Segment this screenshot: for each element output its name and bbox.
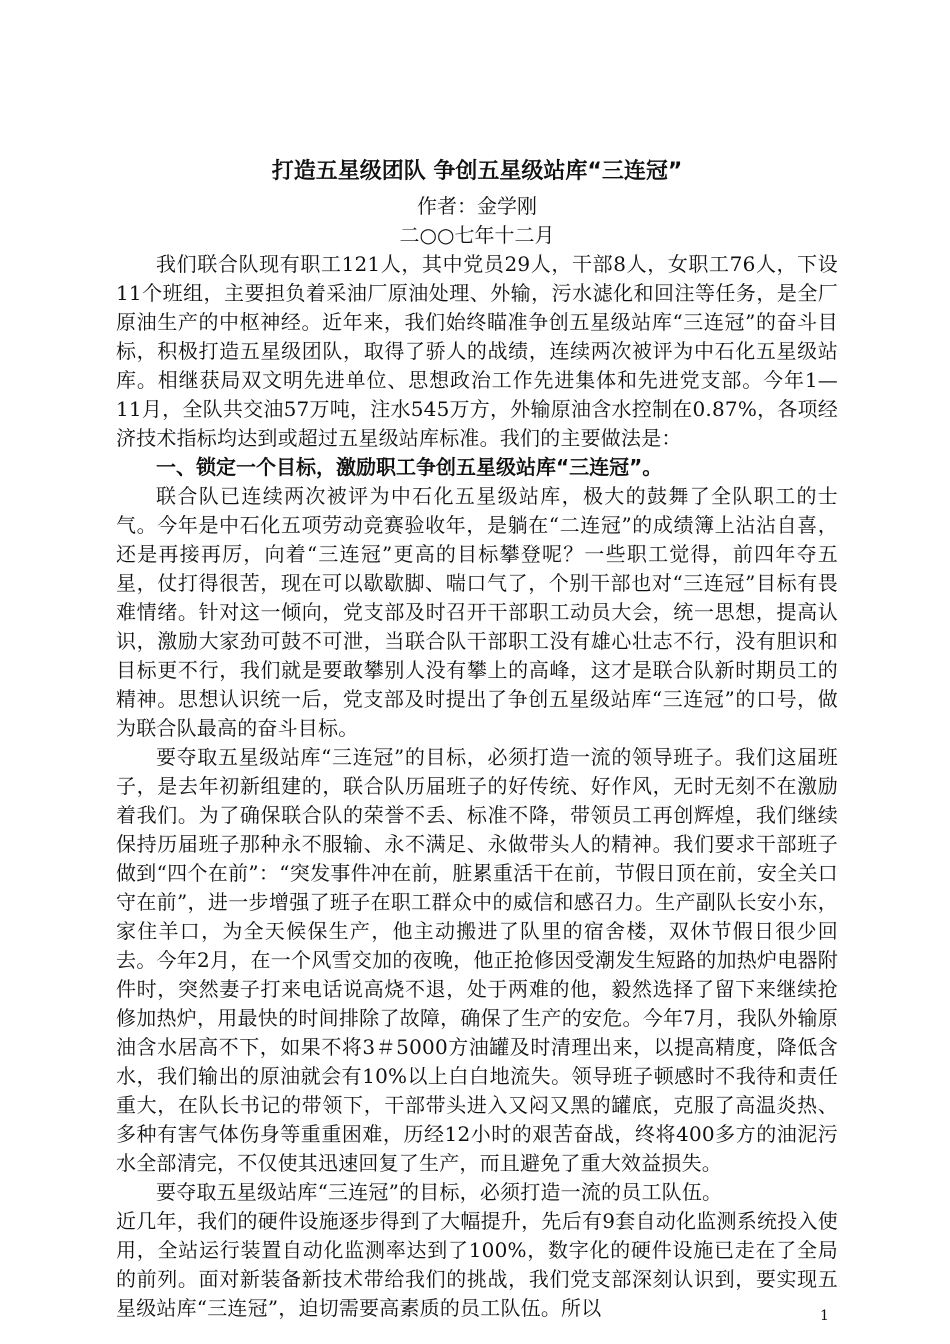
- section-heading: 一、锁定一个目标，激励职工争创五星级站库“三连冠”。: [156, 455, 663, 479]
- paragraph-goal: 联合队已连续两次被评为中石化五星级站库，极大的鼓舞了全队职工的士气。今年是中石化五项劳动竞赛验收年，是躺在“二连冠”的成绩簿上沾沾自喜，还是再接再厉，向着“三连冠”更高的目标攀登呢？一些职工觉得，前四年夺五星，仗打得很苦，现在可以歇歇脚、喘口气了，个别干部也对“三连冠”目标有畏难情绪。针对这一倾向，党支部及时召开干部职工动员大会，统一思想，提高认识，激励大家劲可鼓不可泄，当联合队干部职工没有雄心壮志不行，没有胆识和目标更不行，我们就是要敢攀别人没有攀上的高峰，这才是联合队新时期员工的精神。思想认识统一后，党支部及时提出了争创五星级站库“三连冠”的口号，做为联合队最高的奋斗目标。: [116, 484, 838, 740]
- document-author: 作者：金学刚: [417, 194, 537, 218]
- paragraph-workforce: 近几年，我们的硬件设施逐步得到了大幅提升，先后有9套自动化监测系统投入使用，全站运行装置自动化监测率达到了100%，数字化的硬件设施已走在了全局的前列。面对新装备新技术带给我们的挑战，我们党支部深刻认识到，要实现五星级站库“三连冠”，迫切需要高素质的员工队伍。所以: [116, 1209, 838, 1320]
- page-number: 1: [820, 1308, 829, 1324]
- document-title: 打造五星级团队 争创五星级站库“三连冠”: [271, 159, 683, 184]
- paragraph-intro: 我们联合队现有职工121人，其中党员29人，干部8人，女职工76人，下设11个班组，主要担负着采油厂原油处理、外输，污水滤化和回注等任务，是全厂原油生产的中枢神经。近年来，我们始终瞄准争创五星级站库“三连冠”的奋斗目标，积极打造五星级团队，取得了骄人的战绩，连续两次被评为中石化五星级站库。相继获局双文明先进单位、思想政治工作先进集体和先进党支部。今年1—11月，全队共交油57万吨，注水545万方，外输原油含水控制在0.87%，各项经济技术指标均达到或超过五星级站库标准。我们的主要做法是：: [116, 252, 838, 450]
- paragraph-leadership: 要夺取五星级站库“三连冠”的目标，必须打造一流的领导班子。我们这届班子，是去年初新组建的，联合队历届班子的好传统、好作风，无时无刻不在激励着我们。为了确保联合队的荣誉不丢、标准不降，带领员工再创辉煌，我们继续保持历届班子那种永不服输、永不满足、永做带头人的精神。我们要求干部班子做到“四个在前”：“突发事件冲在前，脏累重活干在前，节假日顶在前，安全关口守在前”，进一步增强了班子在职工群众中的威信和感召力。生产副队长安小东，家住羊口，为全天候保生产，他主动搬进了队里的宿舍楼，双休节假日很少回去。今年2月，在一个风雪交加的夜晚，他正抢修因受潮发生短路的加热炉电器附件时，突然妻子打来电话说高烧不退，处于两难的他，毅然选择了留下来继续抢修加热炉，用最快的时间排除了故障，确保了生产的安危。今年7月，我队外输原油含水居高不下，如果不将3＃5000方油罐及时清理出来，以提高精度，降低含水，我们输出的原油就会有10%以上白白地流失。领导班子顿感时不我待和责任重大，在队长书记的带领下，干部带头进入又闷又黑的罐底，克服了高温炎热、多种有害气体伤身等重重困难，历经12小时的艰苦奋战，终将400多方的油泥污水全部清完，不仅使其迅速回复了生产，而且避免了重大效益损失。: [116, 745, 838, 1175]
- document-date: 二○○七年十二月: [399, 223, 555, 247]
- paragraph-workforce-lead: 要夺取五星级站库“三连冠”的目标，必须打造一流的员工队伍。: [156, 1180, 723, 1204]
- document-page: [116, 152, 838, 1323]
